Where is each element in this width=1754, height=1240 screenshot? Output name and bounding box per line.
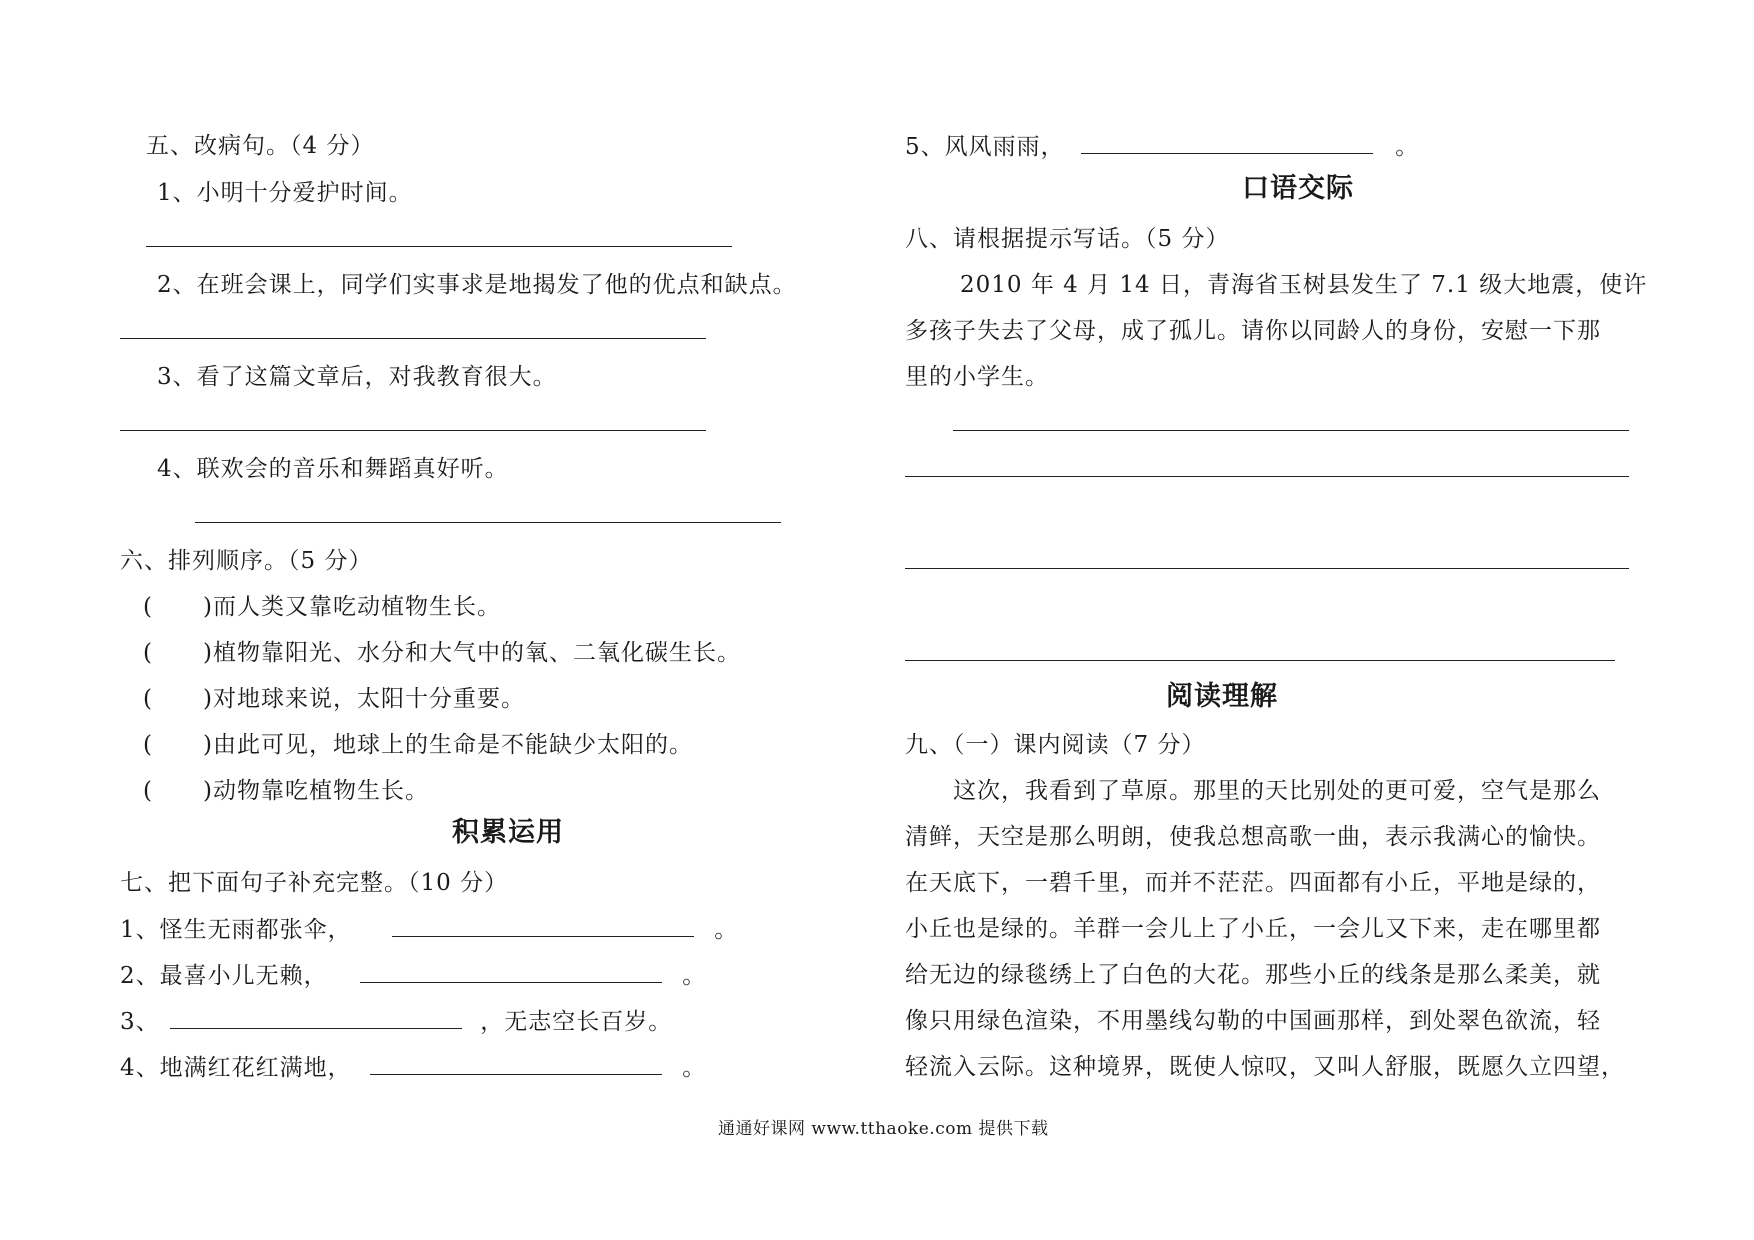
writing-line-3[interactable] — [905, 568, 1629, 569]
order-slot[interactable]: ( — [143, 686, 153, 712]
section8-title: 八、请根据提示写话。（5 分） — [905, 226, 1230, 252]
section7-title: 七、把下面句子补充完整。（10 分） — [120, 870, 509, 896]
order-text: )动物靠吃植物生长。 — [203, 778, 429, 804]
writing-line-4[interactable] — [905, 660, 1615, 661]
section7-item-1 — [120, 914, 738, 945]
order-text: )植物靠阳光、水分和大气中的氧、二氧化碳生长。 — [203, 640, 741, 666]
period: 。 — [1395, 134, 1420, 160]
item-text: 4、地满红花红满地， — [120, 1055, 352, 1081]
section5-item-3: 3、看了这篇文章后，对我教育很大。 — [157, 364, 557, 390]
section7-item-4 — [120, 1052, 706, 1083]
fill-blank-2[interactable] — [360, 960, 662, 983]
answer-line-5-4[interactable] — [195, 522, 781, 523]
section6-title: 六、排列顺序。（5 分） — [120, 548, 373, 574]
order-item-1 — [143, 592, 501, 622]
order-slot[interactable]: ( — [143, 778, 153, 804]
order-item-3 — [143, 684, 525, 714]
heading-yuedu-lijie: 阅读理解 — [1166, 681, 1278, 712]
reading-line-4: 小丘也是绿的。羊群一会儿上了小丘，一会儿又下来，走在哪里都 — [905, 916, 1601, 942]
order-text: )由此可见，地球上的生命是不能缺少太阳的。 — [203, 732, 693, 758]
order-text: )对地球来说，太阳十分重要。 — [203, 686, 525, 712]
section7-item-5 — [905, 131, 1419, 162]
section5-title: 五、改病句。（4 分） — [146, 133, 375, 159]
answer-line-5-1[interactable] — [146, 246, 732, 247]
answer-line-5-3[interactable] — [120, 430, 706, 431]
heading-kouyu-jiaoji: 口语交际 — [1242, 173, 1354, 204]
answer-line-5-2[interactable] — [120, 338, 706, 339]
order-slot[interactable]: ( — [143, 594, 153, 620]
fill-blank-1[interactable] — [392, 914, 694, 937]
reading-line-1: 这次，我看到了草原。那里的天比别处的更可爱，空气是那么 — [953, 778, 1601, 804]
writing-line-1[interactable] — [953, 430, 1629, 431]
item-text: ，无志空长百岁。 — [480, 1009, 673, 1035]
section5-item-1: 1、小明十分爱护时间。 — [157, 180, 413, 206]
section5-item-4: 4、联欢会的音乐和舞蹈真好听。 — [157, 456, 509, 482]
order-item-5 — [143, 776, 429, 806]
period: 。 — [682, 963, 707, 989]
reading-line-7: 轻流入云际。这种境界，既使人惊叹，又叫人舒服，既愿久立四望， — [905, 1054, 1625, 1080]
heading-jilei-yunyong: 积累运用 — [452, 817, 564, 848]
item-text: 3、 — [120, 1009, 160, 1035]
period: 。 — [682, 1055, 707, 1081]
reading-line-3: 在天底下，一碧千里，而并不茫茫。四面都有小丘，平地是绿的， — [905, 870, 1601, 896]
order-slot[interactable]: ( — [143, 640, 153, 666]
section7-item-3 — [120, 1006, 672, 1037]
order-slot[interactable]: ( — [143, 732, 153, 758]
fill-blank-5[interactable] — [1081, 131, 1373, 154]
section8-line-1: 2010 年 4 月 14 日，青海省玉树县发生了 7.1 级大地震，使许 — [960, 272, 1648, 298]
item-text: 1、怪生无雨都张伞， — [120, 917, 352, 943]
reading-line-6: 像只用绿色渲染，不用墨线勾勒的中国画那样，到处翠色欲流，轻 — [905, 1008, 1601, 1034]
item-text: 5、风风雨雨， — [905, 134, 1065, 160]
footer-source: 通通好课网 www.tthaoke.com 提供下载 — [718, 1119, 1049, 1139]
item-text: 2、最喜小儿无赖， — [120, 963, 328, 989]
order-text: )而人类又靠吃动植物生长。 — [203, 594, 501, 620]
writing-line-2[interactable] — [905, 476, 1629, 477]
section7-item-2 — [120, 960, 706, 991]
section9-title: 九、（一）课内阅读（7 分） — [905, 732, 1206, 758]
section8-line-2: 多孩子失去了父母，成了孤儿。请你以同龄人的身份，安慰一下那 — [905, 318, 1601, 344]
period: 。 — [714, 917, 739, 943]
section8-line-3: 里的小学生。 — [905, 364, 1049, 390]
reading-line-2: 清鲜，天空是那么明朗，使我总想高歌一曲，表示我满心的愉快。 — [905, 824, 1601, 850]
fill-blank-4[interactable] — [370, 1052, 662, 1075]
fill-blank-3[interactable] — [170, 1006, 462, 1029]
order-item-4 — [143, 730, 693, 760]
section5-item-2: 2、在班会课上，同学们实事求是地揭发了他的优点和缺点。 — [157, 272, 797, 298]
order-item-2 — [143, 638, 741, 668]
reading-line-5: 给无边的绿毯绣上了白色的大花。那些小丘的线条是那么柔美，就 — [905, 962, 1601, 988]
